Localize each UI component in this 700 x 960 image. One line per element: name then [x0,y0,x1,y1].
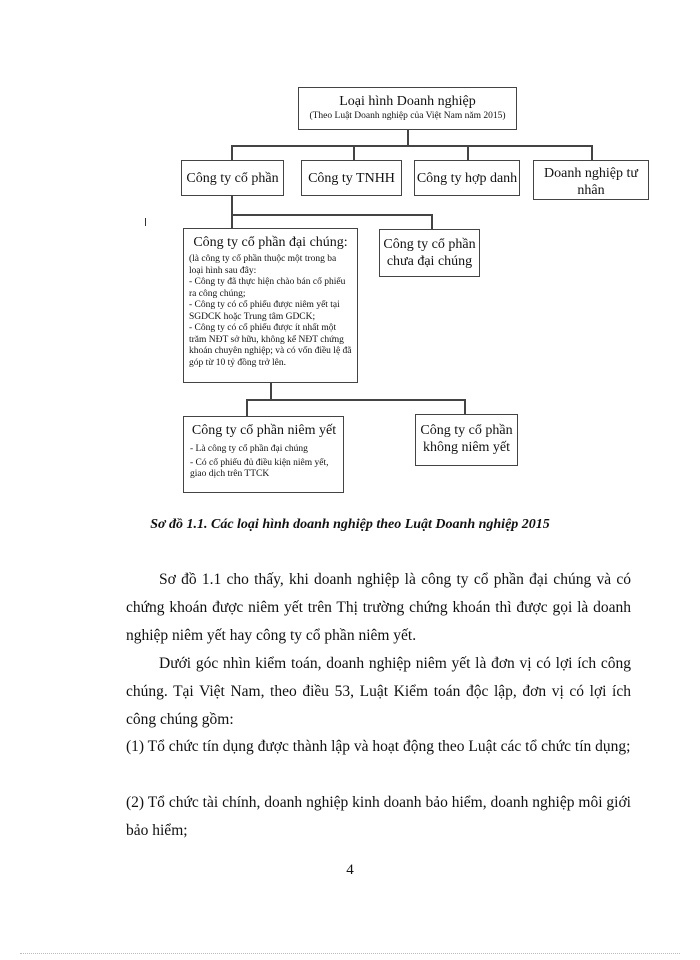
figure-caption: Sơ đồ 1.1. Các loại hình doanh nghiệp theo Luật Doanh nghiệp 2015 [150,517,550,532]
unlisted-label: Công ty cổ phần không niêm yết [420,423,513,455]
box-public-company [183,228,358,383]
connector [231,214,432,216]
paragraph: (1) Tổ chức tín dụng được thành lập và hoạt động theo Luật các tổ chức tín dụng; [126,738,631,755]
connector [246,399,465,401]
page-edge-divider [20,953,680,954]
connector [464,399,466,414]
root-box [298,87,517,130]
root-title: Loại hình Doanh nghiệp [339,94,476,109]
connector [431,214,433,229]
box-joint-stock [181,160,284,196]
listed-company-item: - Có cổ phiếu đủ điều kiện niêm yết, giao dịch trên TTCK [190,457,329,479]
box-joint-stock-label: Công ty cổ phần [186,171,279,186]
connector [270,383,272,400]
connector [231,145,233,160]
connector [246,399,248,416]
box-unlisted-company [415,414,518,466]
listed-company-title: Công ty cổ phần niêm yết [191,423,337,438]
root-subtitle: (Theo Luật Doanh nghiệp của Việt Nam năm 2015) [309,111,506,121]
box-private [533,160,649,200]
non-public-label: Công ty cổ phần chưa đại chúng [383,237,476,269]
box-llc-label: Công ty TNHH [308,171,395,186]
box-listed-company [183,416,344,493]
paragraph: Dưới góc nhìn kiểm toán, doanh nghiệp niêm yết là đơn vị có lợi ích công chúng. Tại Việt Nam, theo điều 53, Luật Kiểm toán độc lập, đơn vị có lợi ích công chúng gồm: [126,655,631,728]
public-company-desc: (là công ty cổ phần thuộc một trong ba loại hình sau đây: [189,254,337,276]
connector [231,196,233,229]
paragraph: Sơ đồ 1.1 cho thấy, khi doanh nghiệp là công ty cổ phần đại chúng và có chứng khoán được niêm yết trên Thị trường chứng khoán thì được gọi là doanh nghiệp niêm yết hay công ty cổ phần niêm yết. [126,571,631,644]
page-number: 4 [346,862,354,878]
box-partnership [414,160,520,196]
box-llc [301,160,402,196]
box-private-label: Doanh nghiệp tư nhân [544,166,638,198]
public-company-title: Công ty cổ phần đại chúng: [193,235,348,250]
listed-company-item: - Là công ty cổ phần đại chúng [190,444,308,454]
connector [591,145,593,160]
connector [231,145,592,147]
public-company-item: - Công ty có cổ phiếu được niêm yết tại SGDCK hoặc Trung tâm GDCK; [189,300,340,322]
box-non-public-company [379,229,480,277]
public-company-item: - Công ty có cổ phiếu được ít nhất một trăm NĐT sở hữu, không kể NĐT chứng khoán chuyên nghiệp; và có vốn điều lệ đã góp từ 10 tỷ đồng trở lên. [189,323,352,368]
connector [407,130,409,146]
connector [353,145,355,160]
connector [467,145,469,160]
paragraph: (2) Tổ chức tài chính, doanh nghiệp kinh doanh bảo hiểm, doanh nghiệp môi giới bảo hiểm; [126,794,631,839]
public-company-item: - Công ty đã thực hiện chào bán cổ phiếu ra công chúng; [189,277,346,299]
margin-mark [145,218,146,226]
box-partnership-label: Công ty hợp danh [416,171,518,186]
